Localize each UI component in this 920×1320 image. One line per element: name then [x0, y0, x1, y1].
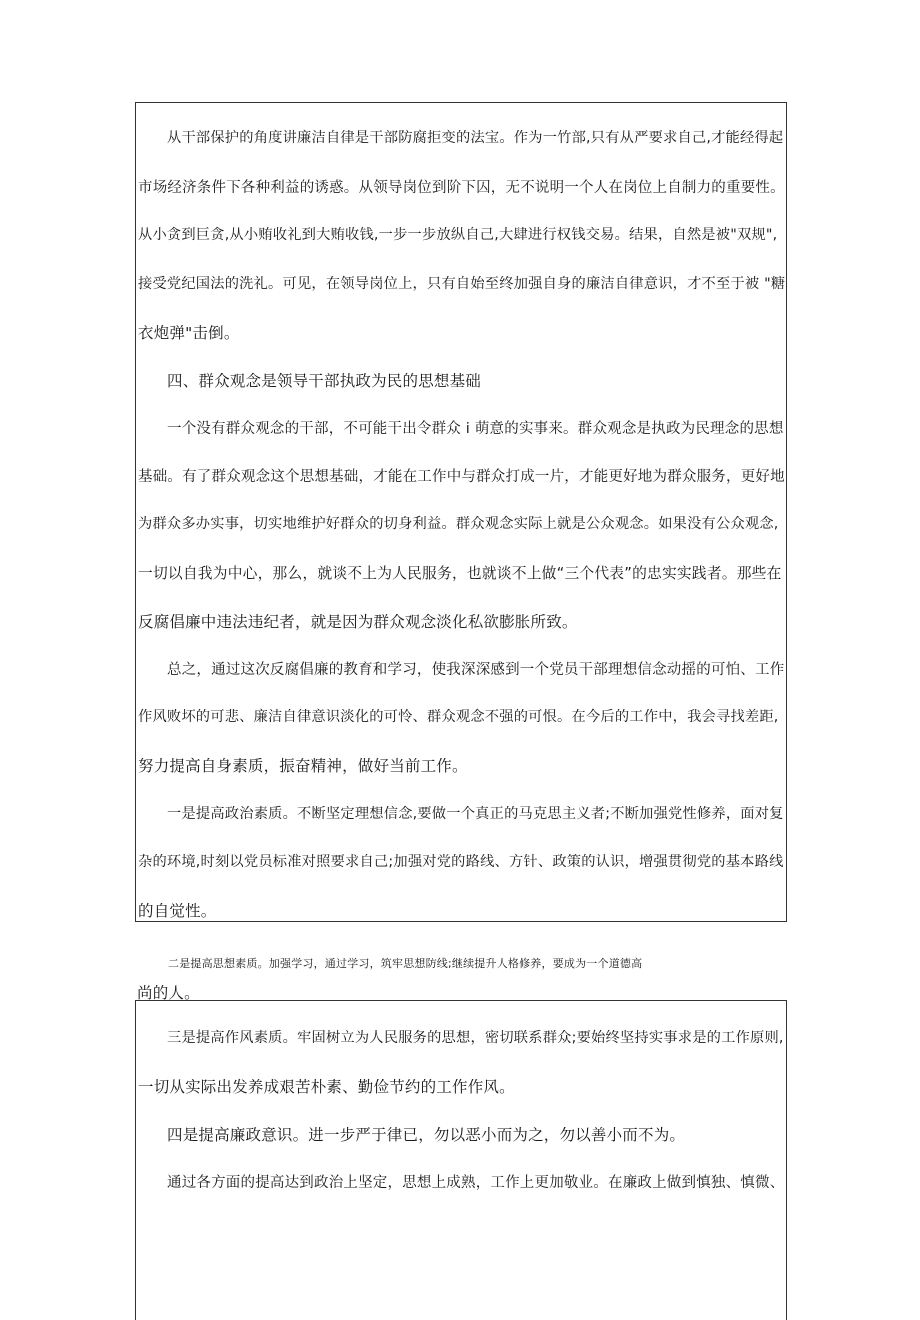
paragraph-line: 反腐倡廉中违法违纪者，就是因为群众观念淡化私欲膨胀所致。: [138, 613, 578, 631]
paragraph-line: 通过各方面的提高达到政治上坚定，思想上成熟，工作上更加敬业。在廉政上做到慎独、慎微、: [167, 1175, 785, 1191]
paragraph-line: 从干部保护的角度讲廉洁自律是干部防腐拒变的法宝。作为一竹部,只有从严要求自己,才能经得起: [167, 130, 784, 146]
paragraph-line: 从小贪到巨贪,从小贿收礼到大贿收钱,一步一步放纵自己,大肆进行权钱交易。结果，自然是被"双规",: [138, 227, 778, 243]
paragraph-line: 一个没有群众观念的干部，不可能干出令群众 i 萌意的实事来。群众观念是执政为民理念的思想: [167, 421, 784, 437]
paragraph-line: 二是提高思想素质。加强学习，通过学习，筑牢思想防线;继续提升人格修养，要成为一个道德高: [168, 957, 643, 970]
paragraph-line: 为群众多办实事，切实地维护好群众的切身利益。群众观念实际上就是公众观念。如果没有公众观念,: [138, 516, 779, 532]
section-heading: 四、群众观念是领导干部执政为民的思想基础: [167, 372, 482, 390]
paragraph-line: 一切以自我为中心，那么，就谈不上为人民服务，也就谈不上做“三个代表”的忠实实践者。那些在: [138, 565, 782, 582]
paragraph-line: 三是提高作风素质。牢固树立为人民服务的思想，密切联系群众;要始终坚持实事求是的工作原则,: [167, 1030, 784, 1046]
paragraph-line: 总之，通过这次反腐倡廉的教育和学习，使我深深感到一个党员干部理想信念动摇的可怕、工作: [167, 662, 785, 678]
paragraph-line: 一是提高政治素质。不断坚定理想信念,要做一个真正的马克思主义者;不断加强党性修养，面对复: [167, 806, 784, 822]
paragraph-line: 接受党纪国法的洗礼。可见，在领导岗位上，只有自始至终加强自身的廉洁自律意识，才不至于被 "糖: [138, 276, 786, 292]
paragraph-line: 一切从实际出发养成艰苦朴素、勤俭节约的工作作风。: [138, 1078, 515, 1096]
paragraph-line: 努力提高自身素质，振奋精神，做好当前工作。: [138, 757, 468, 775]
paragraph-line: 作风败坏的可悲、廉洁自律意识淡化的可怜、群众观念不强的可恨。在今后的工作中，我会寻找差距,: [138, 709, 779, 725]
text-frame-bottom: [135, 1000, 787, 1320]
text-frame-top: [135, 102, 787, 922]
paragraph-line: 衣炮弹"击倒。: [138, 324, 240, 342]
paragraph-line: 的自觉性。: [138, 902, 217, 920]
paragraph-line: 市场经济条件下各种利益的诱惑。从领导岗位到阶下囚，无不说明一个人在岗位上自制力的重要性。: [138, 180, 785, 196]
paragraph-line: 杂的环境,时刻以党员标准对照要求自己;加强对党的路线、方针、政策的认识，增强贯彻党的基本路线: [138, 854, 784, 870]
paragraph-line: 基础。有了群众观念这个思想基础，才能在工作中与群众打成一片，才能更好地为群众服务，更好地: [138, 469, 785, 485]
paragraph-line: 四是提高廉政意识。进一步严于律已，勿以恶小而为之，勿以善小而不为。: [167, 1126, 686, 1144]
paragraph-line: 尚的人。: [137, 984, 200, 1002]
